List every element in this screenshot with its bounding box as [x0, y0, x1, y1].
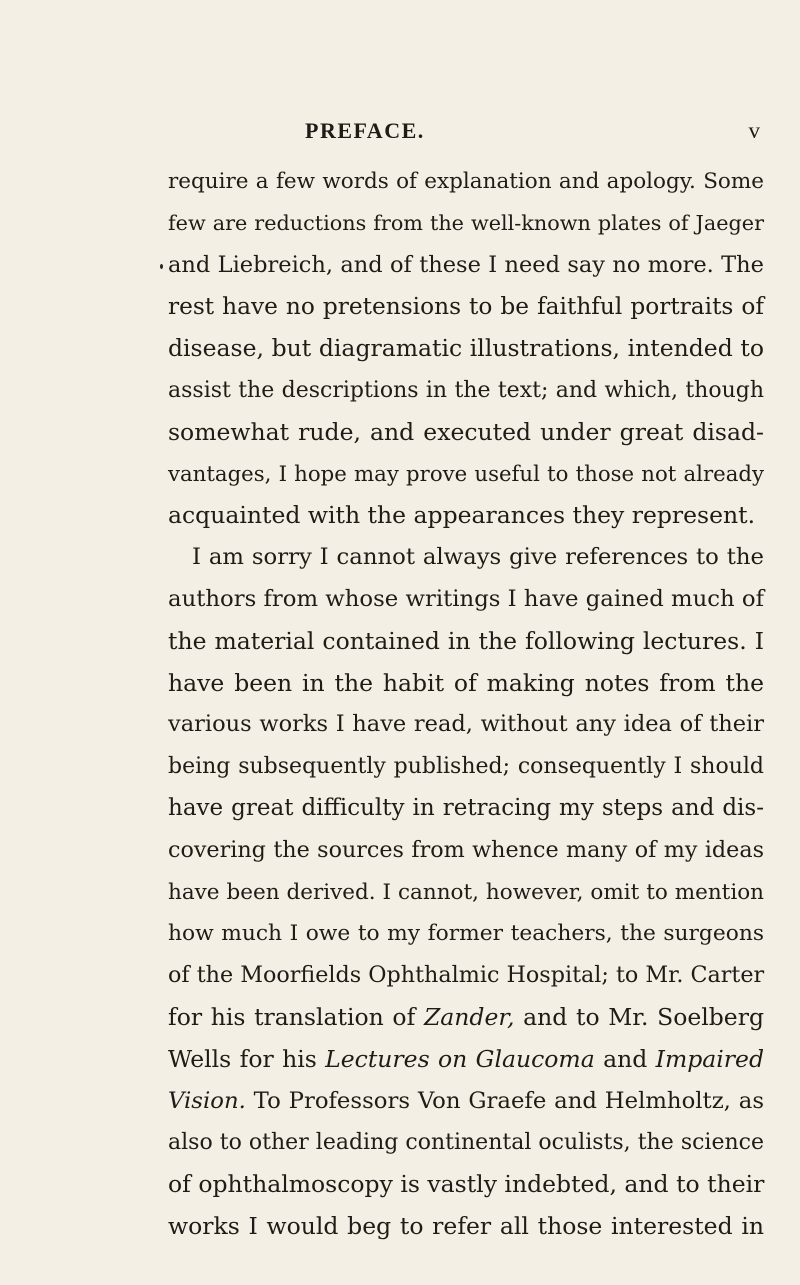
text-run: To Professors Von Graefe and Helmholtz, as	[245, 1087, 764, 1114]
text-line: various works I have read, without any idea of their	[168, 711, 764, 738]
margin-mark	[160, 264, 163, 269]
text-line: the material contained in the following lectures. I	[168, 626, 764, 655]
italic-title-impaired: Impaired	[655, 1044, 764, 1073]
text-line: have great difficulty in retracing my steps and dis-	[168, 794, 764, 821]
text-line: vantages, I hope may prove useful to those not already	[168, 461, 764, 487]
text-line: rest have no pretensions to be faithful portraits of	[168, 293, 764, 321]
text-line: require a few words of explanation and apology. Some	[168, 169, 764, 194]
text-line: few are reductions from the well-known plates of Jaeger	[168, 210, 764, 235]
text-line: somewhat rude, and executed under great disad-	[168, 417, 764, 446]
text-line: assist the descriptions in the text; and which, though	[168, 377, 764, 403]
text-run: for his translation of	[168, 1002, 424, 1031]
text-line: how much I owe to my former teachers, the surgeons	[168, 921, 764, 947]
page-header	[168, 118, 764, 146]
text-line: acquainted with the appearances they represent.	[168, 501, 756, 530]
text-line	[168, 997, 764, 1039]
text-line: have been in the habit of making notes from the	[168, 668, 764, 697]
text-line: works I would beg to refer all those interested in	[168, 1211, 764, 1240]
text-line: have been derived. I cannot, however, omit to mention	[168, 879, 764, 905]
text-line	[168, 1081, 764, 1123]
text-line	[168, 1039, 764, 1081]
italic-title-vision: Vision.	[168, 1087, 246, 1114]
running-title: PREFACE.	[305, 118, 425, 143]
text-line: covering the sources from whence many of my ideas	[168, 836, 764, 863]
text-line: and Liebreich, and of these I need say no more. The	[168, 251, 764, 278]
text-line: of ophthalmoscopy is vastly indebted, and to their	[168, 1170, 765, 1199]
text-line: also to other leading continental oculists, the science	[168, 1130, 764, 1156]
text-line: being subsequently published; consequently I should	[168, 754, 764, 780]
page-number: v	[748, 118, 760, 143]
italic-title-lectures: Lectures on Glaucoma	[325, 1044, 595, 1073]
text-line: I am sorry I cannot always give references to the	[192, 544, 764, 571]
text-line: disease, but diagramatic illustrations, intended to	[168, 334, 764, 363]
text-run: Wells for his	[168, 1044, 326, 1073]
text-line: authors from whose writings I have gained much of	[168, 585, 764, 612]
preface-text	[168, 161, 764, 1248]
italic-title-zander: Zander,	[423, 1002, 515, 1031]
text-run: and	[594, 1044, 656, 1073]
text-line: of the Moorfields Ophthalmic Hospital; to Mr. Carter	[168, 962, 765, 989]
text-run: and to Mr. Soelberg	[514, 1002, 764, 1031]
